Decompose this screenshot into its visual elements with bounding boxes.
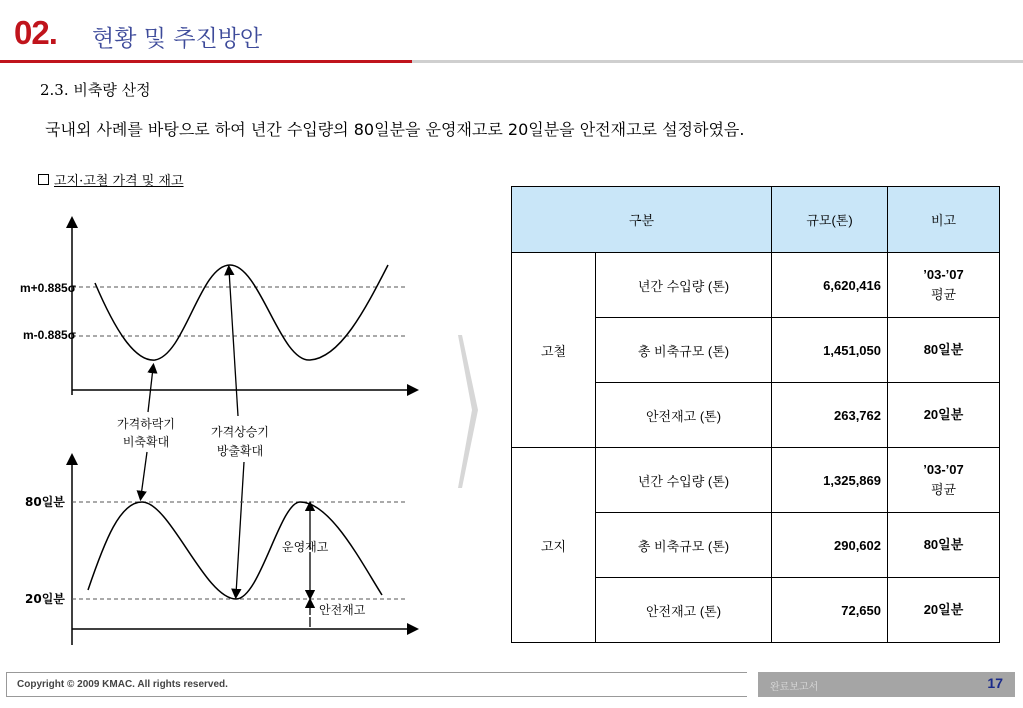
footer-bar <box>6 672 747 697</box>
safety-stock-label: 안전재고 <box>319 603 366 617</box>
page-number: 17 <box>987 675 1003 691</box>
row-note-main: ’03-’07 <box>923 462 964 477</box>
price-rise-arrow-down <box>236 462 244 594</box>
body-text: 국내외 사례를 바탕으로 하여 년간 수입량의 80일분을 운영재고로 20일분을 안전재고로 설정하였음. <box>45 120 745 139</box>
row-note-main: ’03-’07 <box>923 267 964 282</box>
row-note <box>888 448 1000 513</box>
section-title: 2.3. 비축량 산정 <box>40 81 151 99</box>
stockpile-table <box>511 186 1000 643</box>
row-value: 263,762 <box>772 383 888 448</box>
inventory-curve <box>88 502 382 599</box>
row-note: 20일분 <box>888 383 1000 448</box>
lower-line-low-label: 20일분 <box>25 592 65 606</box>
row-value: 1,325,869 <box>772 448 888 513</box>
table-row <box>512 253 1000 318</box>
row-note: 20일분 <box>888 578 1000 643</box>
row-note-sub: 평균 <box>930 482 957 497</box>
group-name-waste-paper: 고지 <box>512 448 596 643</box>
row-value: 1,451,050 <box>772 318 888 383</box>
price-curve <box>95 265 388 360</box>
row-value: 6,620,416 <box>772 253 888 318</box>
header-scale: 규모(톤) <box>772 187 888 253</box>
row-value: 290,602 <box>772 513 888 578</box>
header-category: 구분 <box>512 187 772 253</box>
group-name-scrap-iron: 고철 <box>512 253 596 448</box>
row-note: 80일분 <box>888 318 1000 383</box>
footer-page-box <box>758 672 1015 697</box>
table-header-row <box>512 187 1000 253</box>
row-note <box>888 253 1000 318</box>
price-fall-arrow-down <box>141 452 147 496</box>
footer-separator <box>747 672 758 697</box>
upper-line-low-label: m-0.885σ <box>23 328 76 342</box>
lower-line-high-label: 80일분 <box>25 495 65 509</box>
row-note: 80일분 <box>888 513 1000 578</box>
copyright-text: Copyright © 2009 KMAC. All rights reserved. <box>17 679 228 690</box>
row-value: 72,650 <box>772 578 888 643</box>
row-item: 년간 수입량 (톤) <box>596 253 772 318</box>
caption-text: 고지·고철 가격 및 재고 <box>54 174 184 189</box>
header-note: 비고 <box>888 187 1000 253</box>
row-item: 총 비축규모 (톤) <box>596 513 772 578</box>
price-fall-label-2: 비축확대 <box>122 435 170 449</box>
operating-stock-label: 운영재고 <box>282 540 329 554</box>
price-fall-label-1: 가격하락기 <box>117 417 175 431</box>
row-note-sub: 평균 <box>930 287 957 302</box>
price-rise-label-2: 방출확대 <box>216 444 264 458</box>
price-rise-label-1: 가격상승기 <box>211 425 269 439</box>
row-item: 총 비축규모 (톤) <box>596 318 772 383</box>
upper-line-high-label: m+0.885σ <box>20 281 76 295</box>
row-item: 년간 수입량 (톤) <box>596 448 772 513</box>
document-name: 완료보고서 <box>770 682 819 693</box>
price-rise-arrow-up <box>229 270 238 416</box>
row-item: 안전재고 (톤) <box>596 578 772 643</box>
table-row <box>512 448 1000 513</box>
section-number: 02. <box>14 14 57 51</box>
slide-title: 현황 및 추진방안 <box>92 26 263 52</box>
row-item: 안전재고 (톤) <box>596 383 772 448</box>
chevron-right-icon <box>458 335 478 488</box>
